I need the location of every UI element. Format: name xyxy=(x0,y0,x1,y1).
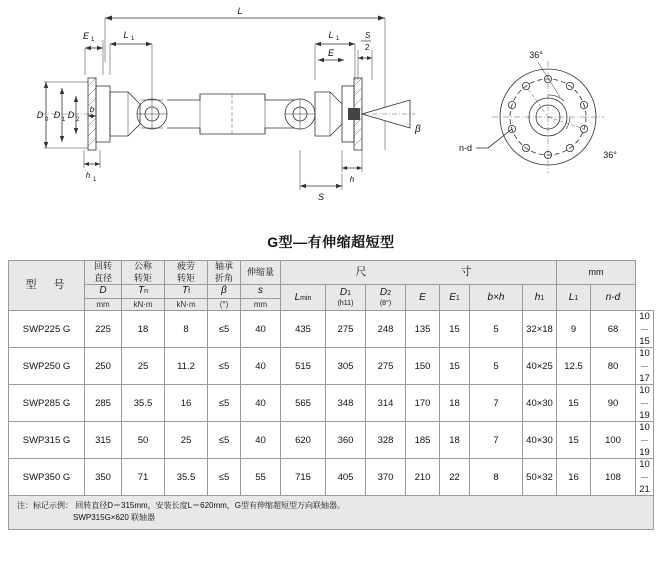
label-D0: D xyxy=(36,110,44,120)
th-e1-label: E xyxy=(449,291,456,303)
cell-model: SWP285 G xyxy=(9,385,85,422)
th-beta-unit xyxy=(208,298,241,310)
cell-lmin: 565 xyxy=(281,385,326,422)
th-s-unit xyxy=(241,298,281,310)
label-L1-right: L xyxy=(328,30,334,40)
th-tn-sym-sub: n xyxy=(144,288,148,296)
th-e xyxy=(406,285,440,311)
th-dim-unit xyxy=(557,261,636,285)
th-tn-sym xyxy=(122,285,165,299)
cell-tn: 71 xyxy=(122,459,165,496)
cell-e: 170 xyxy=(406,385,440,422)
cell-d2: 328 xyxy=(366,422,406,459)
cell-model: SWP350 G xyxy=(9,459,85,496)
th-d2-label: D xyxy=(379,287,388,299)
cell-nd: 10－21 xyxy=(636,459,654,496)
th-e-label: E xyxy=(419,291,426,303)
th-d-cn xyxy=(85,261,122,285)
table-row xyxy=(9,311,654,348)
cell-e: 210 xyxy=(406,459,440,496)
table-row xyxy=(9,422,654,459)
spec-table-wrapper xyxy=(8,260,654,530)
cell-e1: 18 xyxy=(440,385,470,422)
cell-h1: 16 xyxy=(557,459,591,496)
label-L1-left: L xyxy=(123,30,129,40)
cell-e1: 22 xyxy=(440,459,470,496)
cell-tn: 25 xyxy=(122,348,165,385)
notes-line-2: SWP315G×620 联轴器 xyxy=(73,513,156,523)
figure-title: G型—有伸缩超短型 xyxy=(267,234,395,250)
th-d2-note: (8°) xyxy=(379,299,392,307)
label-angle-top: 36° xyxy=(529,50,543,60)
th-d1 xyxy=(326,285,366,311)
th-beta-cn xyxy=(208,261,241,285)
label-D2: D xyxy=(67,110,75,120)
th-s-cn-line1: 伸缩量 xyxy=(246,266,274,277)
th-lmin-label: L xyxy=(294,291,301,303)
table-notes xyxy=(8,496,654,530)
cell-tn: 18 xyxy=(122,311,165,348)
cell-tf: 35.5 xyxy=(165,459,208,496)
cell-h1: 12.5 xyxy=(557,348,591,385)
th-tf-cn-line2: 转矩 xyxy=(176,272,195,283)
th-dimensions-label: 尺 寸 xyxy=(355,265,482,278)
th-d1-sub: 1 xyxy=(347,290,352,298)
cell-s: 40 xyxy=(241,422,281,459)
cell-e1: 15 xyxy=(440,348,470,385)
cell-tf: 8 xyxy=(165,311,208,348)
cell-beta: ≤5 xyxy=(208,459,241,496)
cell-d1: 348 xyxy=(326,385,366,422)
cell-e1: 18 xyxy=(440,422,470,459)
cell-tf: 16 xyxy=(165,385,208,422)
th-tn-sym-label: T xyxy=(137,285,145,297)
th-h1-label: h xyxy=(534,291,541,303)
cell-h1: 15 xyxy=(557,385,591,422)
notes-line-1: 注：标记示例： 回转直径D＝315mm，安装长度L＝620mm，G型有伸缩超短型万向联轴器。 xyxy=(17,501,346,511)
cell-lmin: 715 xyxy=(281,459,326,496)
cell-e1b: 5 xyxy=(470,348,523,385)
th-tf-sym xyxy=(165,285,208,299)
cell-tf: 11.2 xyxy=(165,348,208,385)
th-beta-unit-label: (°) xyxy=(219,299,229,309)
th-tf-cn xyxy=(165,261,208,285)
cell-model: SWP225 G xyxy=(9,311,85,348)
cell-bh: 40×25 xyxy=(523,348,557,385)
label-D1: D xyxy=(53,110,61,120)
th-model xyxy=(9,261,85,311)
th-d-cn-line2: 直径 xyxy=(93,272,112,283)
cell-e1b: 5 xyxy=(470,311,523,348)
th-model-label: 型 号 xyxy=(25,278,68,291)
cell-l1: 108 xyxy=(591,459,636,496)
cell-s: 40 xyxy=(241,311,281,348)
cell-lmin: 515 xyxy=(281,348,326,385)
cell-nd: 10－15 xyxy=(636,311,654,348)
th-tf-sym-label: T xyxy=(181,285,189,297)
th-tn-unit-label: kN·m xyxy=(133,299,153,309)
th-bh-label: b×h xyxy=(487,291,505,303)
th-dimensions xyxy=(281,261,557,285)
th-tf-unit xyxy=(165,298,208,310)
cell-d1: 360 xyxy=(326,422,366,459)
label-n-d: n-d xyxy=(458,143,472,153)
th-beta-cn-line2: 折角 xyxy=(214,272,233,283)
label-L: L xyxy=(237,6,243,16)
th-lmin xyxy=(281,285,326,311)
cell-beta: ≤5 xyxy=(208,348,241,385)
th-l1 xyxy=(557,285,591,311)
cell-bh: 50×32 xyxy=(523,459,557,496)
cell-bh: 40×30 xyxy=(523,422,557,459)
cell-tf: 25 xyxy=(165,422,208,459)
th-l1-label: L xyxy=(568,291,575,303)
th-d1-label: D xyxy=(339,287,348,299)
cell-beta: ≤5 xyxy=(208,385,241,422)
cell-e1: 15 xyxy=(440,311,470,348)
cell-bh: 32×18 xyxy=(523,311,557,348)
cell-nd: 10－19 xyxy=(636,385,654,422)
th-d-sym-label: D xyxy=(99,285,107,297)
label-h1: h xyxy=(85,171,91,180)
cell-l1: 80 xyxy=(591,348,636,385)
cell-d: 225 xyxy=(85,311,122,348)
cell-beta: ≤5 xyxy=(208,311,241,348)
th-lmin-sub: min xyxy=(300,294,312,302)
th-bh xyxy=(470,285,523,311)
cell-l1: 68 xyxy=(591,311,636,348)
table-row xyxy=(9,348,654,385)
label-b: b xyxy=(89,105,95,114)
cell-d: 285 xyxy=(85,385,122,422)
th-d2 xyxy=(366,285,406,311)
th-s-sym-label: s xyxy=(258,285,263,297)
th-h1-sub: 1 xyxy=(540,294,545,302)
spec-table xyxy=(8,260,654,496)
cell-e: 185 xyxy=(406,422,440,459)
cell-s: 55 xyxy=(241,459,281,496)
label-E: E xyxy=(327,48,335,58)
label-S-top: S xyxy=(365,31,371,40)
cell-lmin: 435 xyxy=(281,311,326,348)
label-S: S xyxy=(317,192,325,202)
cell-e1b: 8 xyxy=(470,459,523,496)
th-tn-cn-line2: 转矩 xyxy=(133,272,152,283)
th-tf-cn-line1: 疲劳 xyxy=(176,261,195,271)
cell-tn: 35.5 xyxy=(122,385,165,422)
th-tf-sym-sub: f xyxy=(188,288,191,296)
label-S-half: 2 xyxy=(365,43,370,52)
cell-d2: 370 xyxy=(366,459,406,496)
cell-model: SWP250 G xyxy=(9,348,85,385)
th-tn-unit xyxy=(122,298,165,310)
cell-d2: 314 xyxy=(366,385,406,422)
cell-d1: 305 xyxy=(326,348,366,385)
cell-d: 350 xyxy=(85,459,122,496)
cell-beta: ≤5 xyxy=(208,422,241,459)
th-d-sym xyxy=(85,285,122,299)
cell-e: 135 xyxy=(406,311,440,348)
cell-nd: 10－17 xyxy=(636,348,654,385)
cell-l1: 100 xyxy=(591,422,636,459)
th-beta-sym xyxy=(208,285,241,299)
th-beta-cn-line1: 轴承 xyxy=(214,261,233,271)
label-D1-sub: 1 xyxy=(62,117,66,123)
cell-h1: 9 xyxy=(557,311,591,348)
label-h1-sub: 1 xyxy=(93,177,97,183)
th-dim-unit-label: mm xyxy=(588,267,604,278)
cell-d1: 405 xyxy=(326,459,366,496)
table-row xyxy=(9,459,654,496)
cell-s: 40 xyxy=(241,348,281,385)
label-beta: β xyxy=(415,124,421,135)
label-h: h xyxy=(349,175,355,184)
cell-s: 40 xyxy=(241,385,281,422)
th-s-unit-label: mm xyxy=(253,299,268,309)
th-d-unit xyxy=(85,298,122,310)
cell-h1: 15 xyxy=(557,422,591,459)
th-nd-label: n-d xyxy=(605,291,621,303)
th-s-sym xyxy=(241,285,281,299)
th-e1-sub: 1 xyxy=(455,294,460,302)
label-E1-sub: 1 xyxy=(91,37,95,43)
label-D2-sub: 2 xyxy=(76,117,80,123)
cell-d1: 275 xyxy=(326,311,366,348)
th-tn-cn-line1: 公称 xyxy=(133,261,152,271)
table-row xyxy=(9,385,654,422)
cell-lmin: 620 xyxy=(281,422,326,459)
label-angle-right: 36° xyxy=(603,150,617,160)
th-d-cn-line1: 回转 xyxy=(93,261,112,271)
spec-table-body xyxy=(9,311,654,496)
technical-drawing xyxy=(0,0,662,222)
cell-d: 315 xyxy=(85,422,122,459)
cell-bh: 40×30 xyxy=(523,385,557,422)
th-tn-cn xyxy=(122,261,165,285)
th-d-unit-label: mm xyxy=(96,299,110,309)
cell-nd: 10－19 xyxy=(636,422,654,459)
th-s-cn xyxy=(241,261,281,285)
th-l1-sub: 1 xyxy=(574,294,579,302)
th-e1 xyxy=(440,285,470,311)
cell-d: 250 xyxy=(85,348,122,385)
th-nd xyxy=(591,285,636,311)
label-L1-right-sub: 1 xyxy=(336,36,340,42)
label-E1: E xyxy=(82,31,90,41)
cell-l1: 90 xyxy=(591,385,636,422)
th-d2-sub: 2 xyxy=(387,290,392,298)
label-D0-sub: 0 xyxy=(45,117,49,123)
cell-d2: 248 xyxy=(366,311,406,348)
cell-model: SWP315 G xyxy=(9,422,85,459)
th-d1-note: (h11) xyxy=(337,299,354,307)
th-beta-sym-label: β xyxy=(221,285,227,297)
cell-e1b: 7 xyxy=(470,422,523,459)
cell-d2: 275 xyxy=(366,348,406,385)
cell-e1b: 7 xyxy=(470,385,523,422)
th-tf-unit-label: kN·m xyxy=(176,299,196,309)
cell-e: 150 xyxy=(406,348,440,385)
label-L1-left-sub: 1 xyxy=(131,36,135,42)
cell-tn: 50 xyxy=(122,422,165,459)
th-h1 xyxy=(523,285,557,311)
